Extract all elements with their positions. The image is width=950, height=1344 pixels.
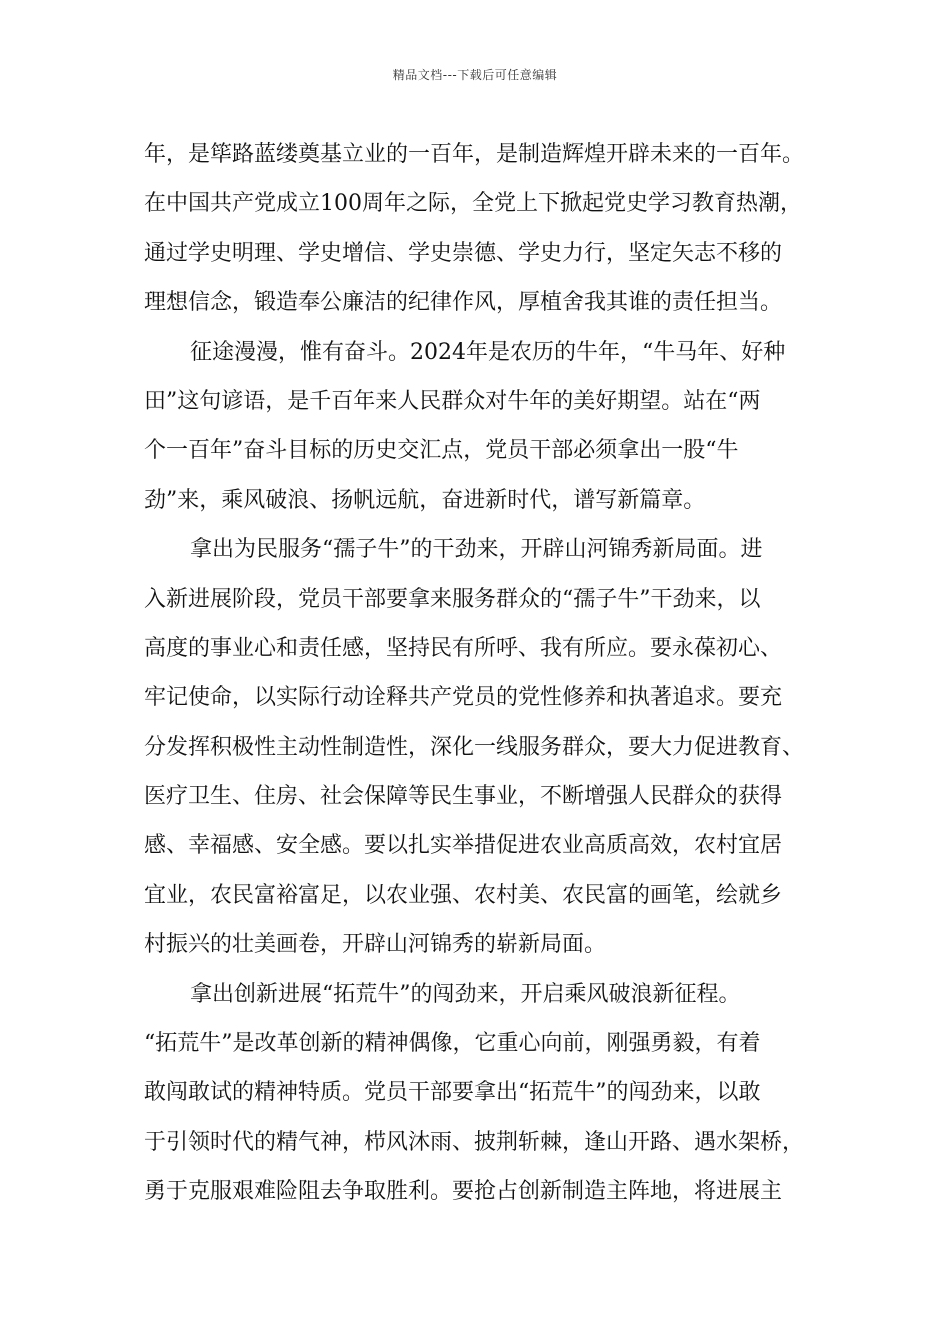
text-line: 勇于克服艰难险阻去争取胜利。要抢占创新制造主阵地，将进展主 — [144, 1179, 783, 1205]
text-line: 村振兴的壮美画卷，开辟山河锦秀的崭新局面。 — [144, 932, 607, 958]
text-line: 牢记使命，以实际行动诠释共产党员的党性修养和执著追求。要充 — [144, 685, 783, 711]
text-line: 入新进展阶段，党员干部要拿来服务群众的“孺子牛”干劲来，以 — [144, 586, 761, 612]
text-line: 宜业，农民富裕富足，以农业强、农村美、农民富的画笔，绘就乡 — [144, 882, 783, 908]
text-line: 感、幸福感、安全感。要以扎实举措促进农业高质高效，农村宜居 — [144, 833, 783, 859]
text-line: 高度的事业心和责任感，坚持民有所呼、我有所应。要永葆初心、 — [144, 635, 783, 661]
text-line: 分发挥积极性主动性制造性，深化一线服务群众，要大力促进教育、 — [144, 734, 805, 760]
document-body — [144, 130, 832, 1217]
text-line: “拓荒牛”是改革创新的精神偶像，它重心向前，刚强勇毅，有着 — [144, 1031, 761, 1057]
paragraph-start-line: 拿出创新进展“拓荒牛”的闯劲来，开启乘风破浪新征程。 — [190, 981, 741, 1007]
text-line: 个一百年”奋斗目标的历史交汇点，党员干部必须拿出一股“牛 — [144, 438, 739, 464]
text-line: 敢闯敢试的精神特质。党员干部要拿出“拓荒牛”的闯劲来，以敢 — [144, 1080, 761, 1106]
page-header: 精品文档---下载后可任意编辑 — [392, 68, 558, 82]
text-line: 年，是筚路蓝缕奠基立业的一百年，是制造辉煌开辟未来的一百年。 — [144, 142, 805, 167]
text-line: 医疗卫生、住房、社会保障等民生事业，不断增强人民群众的获得 — [144, 784, 783, 810]
text-line: 在中国共产党成立100周年之际，全党上下掀起党史学习教育热潮， — [144, 191, 802, 217]
paragraph-start-line: 拿出为民服务“孺子牛”的干劲来，开辟山河锦秀新局面。进 — [190, 537, 763, 563]
text-line: 田”这句谚语，是千百年来人民群众对牛年的美好期望。站在“两 — [144, 388, 761, 414]
paragraph-start-line: 征途漫漫，惟有奋斗。2024年是农历的牛年，“牛马年、好种 — [190, 339, 786, 365]
text-line: 理想信念，锻造奉公廉洁的纪律作风，厚植舍我其谁的责任担当。 — [144, 290, 783, 316]
text-line: 于引领时代的精气神，栉风沐雨、披荆斩棘，逢山开路、遇水架桥， — [144, 1129, 805, 1155]
text-line: 通过学史明理、学史增信、学史崇德、学史力行，坚定矢志不移的 — [144, 240, 783, 266]
text-line: 劲”来，乘风破浪、扬帆远航，奋进新时代，谱写新篇章。 — [144, 487, 706, 513]
